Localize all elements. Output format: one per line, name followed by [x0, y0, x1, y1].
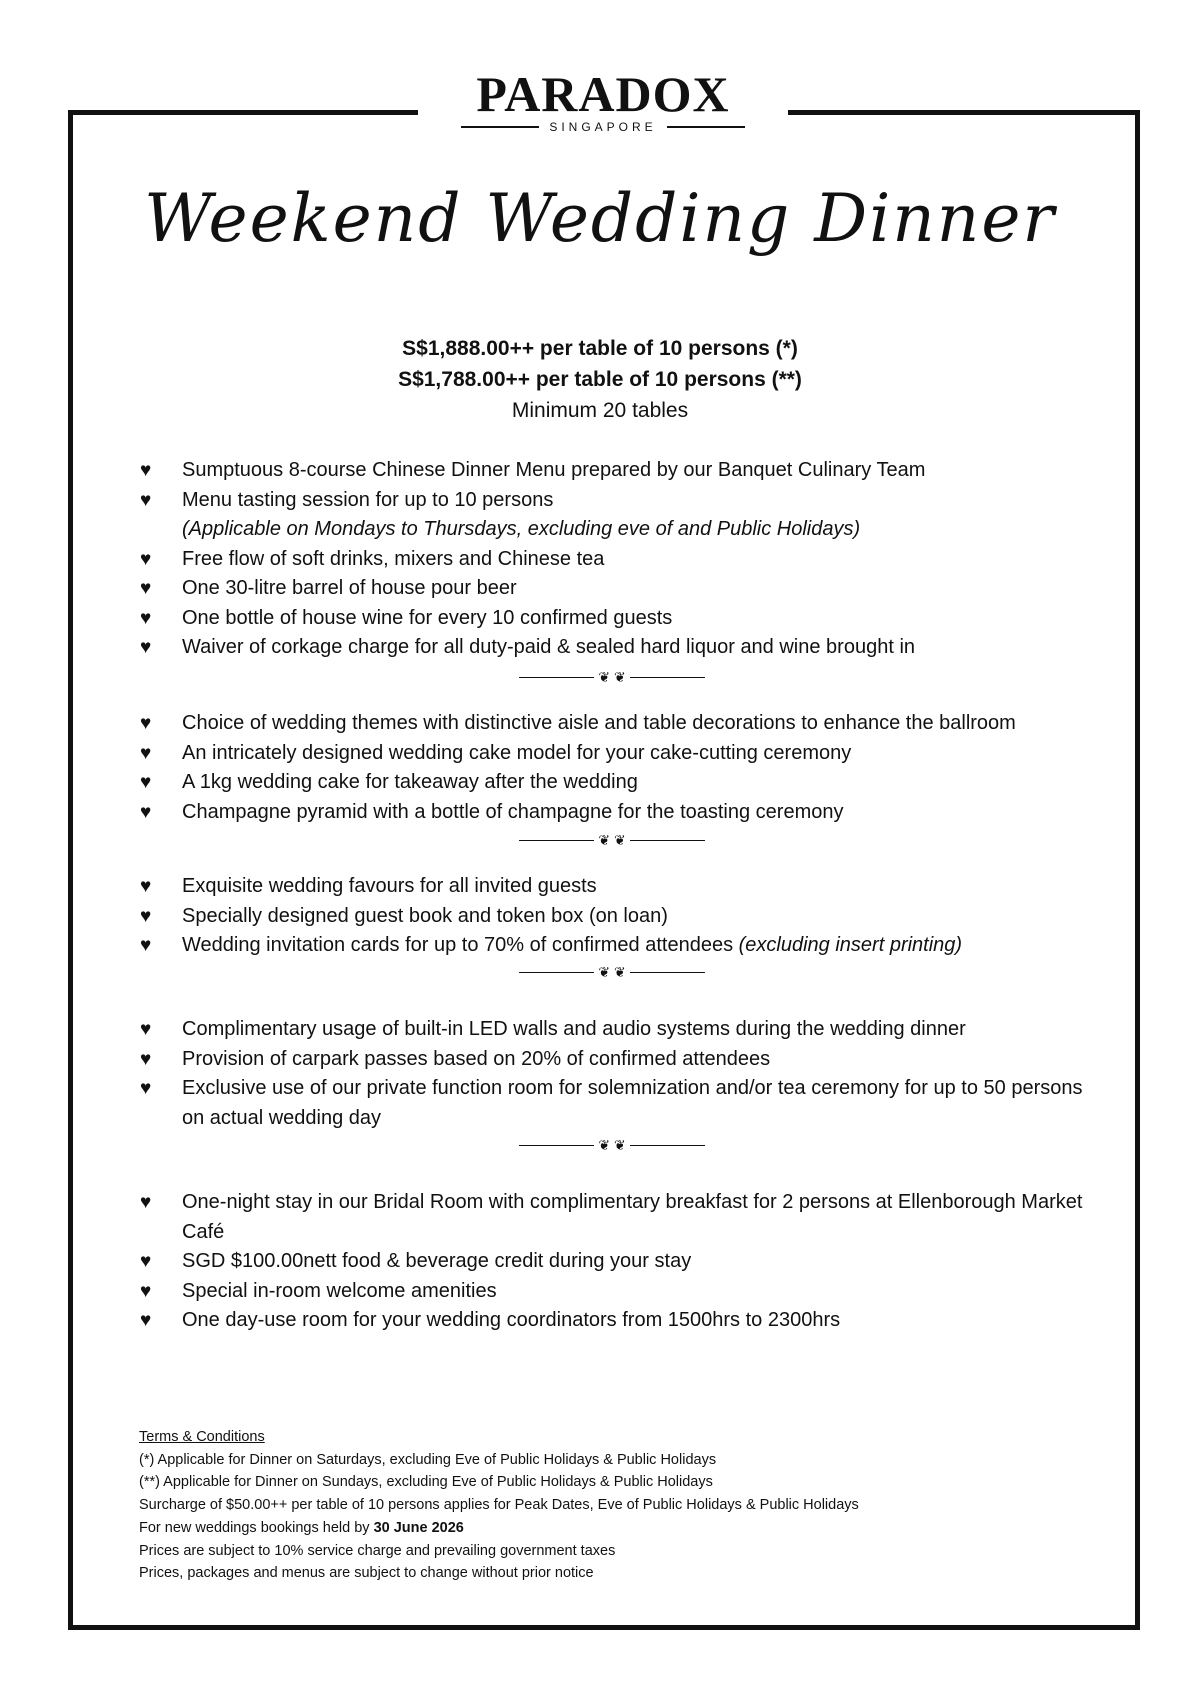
terms-heading: Terms & Conditions	[139, 1429, 265, 1445]
flourish-icon: ❦ ❦	[598, 832, 626, 848]
heart-icon: ♥	[140, 935, 152, 956]
heart-icon: ♥	[140, 801, 152, 823]
list-item: ♥ Menu tasting session for up to 10 persons (Applicable on Mondays to Thursdays, excluding eve of and Public Holidays)	[140, 486, 1100, 545]
terms-line: (**) Applicable for Dinner on Sundays, excluding Eve of Public Holidays & Public Holidays	[139, 1474, 713, 1491]
price-saturday: S$1,888.00++ per table of 10 persons (*)	[402, 337, 798, 360]
heart-icon: ♥	[140, 1251, 152, 1272]
heart-icon: ♥	[140, 713, 152, 734]
heart-icon: ♥	[140, 1280, 152, 1302]
list-item: ♥ Exclusive use of our private function room for solemnization and/or tea ceremony for up to 50 persons on actual wedding day	[140, 1074, 1100, 1133]
heart-icon: ♥	[140, 607, 152, 629]
section-divider	[519, 963, 705, 981]
heart-icon: ♥	[140, 1192, 152, 1213]
heart-icon: ♥	[140, 1310, 152, 1331]
heart-icon: ♥	[140, 905, 152, 927]
heart-icon: ♥	[140, 578, 152, 599]
logo-rule-left	[461, 126, 539, 128]
list-item: ♥ One-night stay in our Bridal Room with complimentary breakfast for 2 persons at Ellenborough Market Café	[140, 1188, 1100, 1247]
logo-rule-right	[667, 126, 745, 128]
flourish-icon: ❦ ❦	[598, 1137, 626, 1153]
brand-location-row	[418, 120, 788, 134]
list-item: ♥ One 30-litre barrel of house pour beer	[140, 574, 1100, 604]
heart-icon: ♥	[140, 1048, 152, 1070]
list-item: ♥ Complimentary usage of built-in LED walls and audio systems during the wedding dinner	[140, 1015, 1100, 1045]
invitation-note: (excluding insert printing)	[738, 934, 963, 956]
heart-icon: ♥	[140, 772, 152, 793]
list-item: ♥ One bottle of house wine for every 10 confirmed guests	[140, 604, 1100, 634]
terms-line: Surcharge of $50.00++ per table of 10 persons applies for Peak Dates, Eve of Public Holidays & Public Holidays	[139, 1497, 859, 1514]
heart-icon: ♥	[140, 1078, 152, 1099]
list-item: ♥ Exquisite wedding favours for all invited guests	[140, 872, 1100, 902]
list-item: ♥ An intricately designed wedding cake model for your cake-cutting ceremony	[140, 739, 1100, 769]
heart-icon: ♥	[140, 637, 152, 658]
price-sunday: S$1,788.00++ per table of 10 persons (**)	[398, 368, 802, 391]
brand-logo	[418, 66, 788, 134]
heart-icon: ♥	[140, 742, 152, 764]
list-item: ♥ Champagne pyramid with a bottle of champagne for the toasting ceremony	[140, 798, 1100, 828]
list-item: ♥ Sumptuous 8-course Chinese Dinner Menu prepared by our Banquet Culinary Team	[140, 456, 1100, 486]
list-item: ♥ Waiver of corkage charge for all duty-paid & sealed hard liquor and wine brought in	[140, 633, 1100, 663]
terms-line: Prices are subject to 10% service charge and prevailing government taxes	[139, 1542, 616, 1559]
flourish-icon: ❦ ❦	[598, 964, 626, 980]
heart-icon: ♥	[140, 876, 152, 897]
flourish-icon: ❦ ❦	[598, 669, 626, 685]
list-item: ♥ A 1kg wedding cake for takeaway after the wedding	[140, 768, 1100, 798]
list-item: ♥ Choice of wedding themes with distinctive aisle and table decorations to enhance the ballroom	[140, 709, 1100, 739]
terms-and-conditions	[139, 1426, 859, 1585]
terms-line: For new weddings bookings held by 30 June 2026	[139, 1519, 464, 1536]
heart-icon: ♥	[140, 489, 152, 511]
page-title: Weekend Wedding Dinner	[144, 180, 1056, 257]
section-divider	[519, 668, 705, 686]
brand-name: PARADOX	[476, 66, 730, 122]
benefits-list-facilities	[140, 1015, 1100, 1133]
benefits-list-dining	[140, 456, 1100, 663]
minimum-tables: Minimum 20 tables	[511, 399, 689, 422]
heart-icon: ♥	[140, 548, 152, 570]
list-item: ♥ Wedding invitation cards for up to 70% of confirmed attendees (excluding insert printing)	[140, 931, 1100, 961]
terms-line: (*) Applicable for Dinner on Saturdays, excluding Eve of Public Holidays & Public Holidays	[139, 1451, 717, 1468]
list-item: ♥ Provision of carpark passes based on 20% of confirmed attendees	[140, 1045, 1100, 1075]
booking-deadline: 30 June 2026	[373, 1519, 464, 1536]
section-divider	[519, 1136, 705, 1154]
heart-icon: ♥	[140, 1019, 152, 1040]
benefits-list-stay	[140, 1188, 1100, 1336]
list-item: ♥ Special in-room welcome amenities	[140, 1277, 1100, 1307]
list-item: ♥ SGD $100.00nett food & beverage credit during your stay	[140, 1247, 1100, 1277]
list-item: ♥ Free flow of soft drinks, mixers and Chinese tea	[140, 545, 1100, 575]
list-item: ♥ One day-use room for your wedding coordinators from 1500hrs to 2300hrs	[140, 1306, 1100, 1336]
brand-location: SINGAPORE	[549, 120, 657, 134]
benefits-list-decor	[140, 709, 1100, 827]
tasting-note: (Applicable on Mondays to Thursdays, excluding eve of and Public Holidays)	[182, 518, 861, 540]
heart-icon: ♥	[140, 460, 152, 481]
benefits-list-favours	[140, 872, 1100, 961]
terms-line: Prices, packages and menus are subject to change without prior notice	[139, 1565, 594, 1582]
section-divider	[519, 831, 705, 849]
list-item: ♥ Specially designed guest book and token box (on loan)	[140, 902, 1100, 932]
